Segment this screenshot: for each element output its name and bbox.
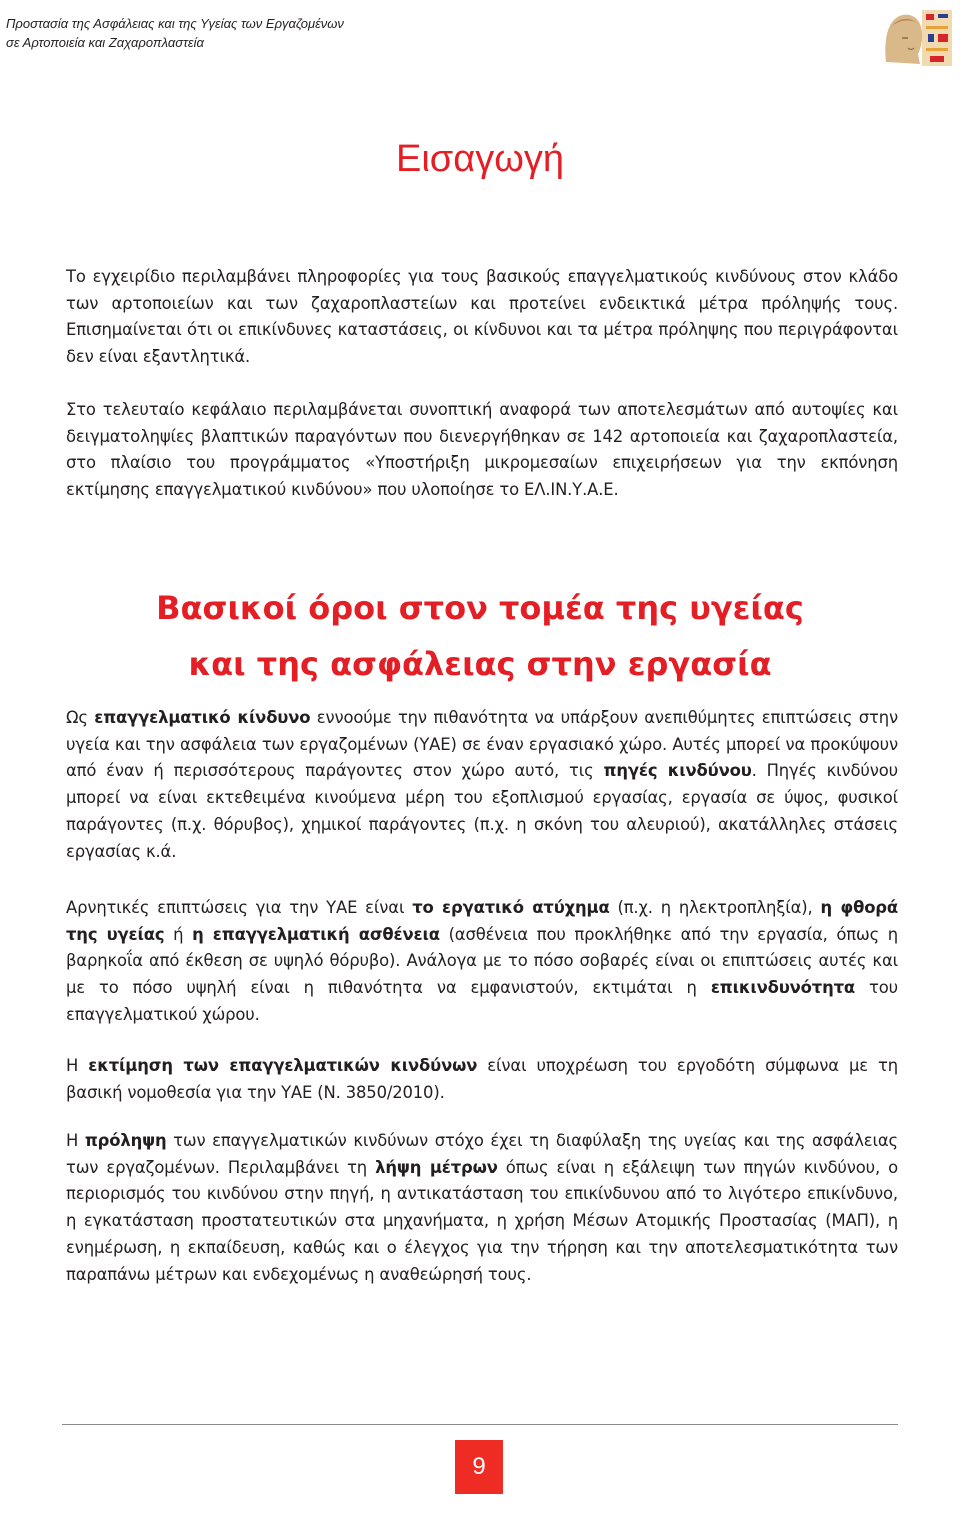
- intro-paragraph-1: Το εγχειρίδιο περιλαμβάνει πληροφορίες για τους βασικούς επαγγελματικούς κινδύνους στον κλάδο των αρτοποιείων και των ζαχαροπλαστείων και προτείνει ενδεικτικά μέτρα πρόληψής τους. Επισημαίνεται ότι οι επικίνδυνες καταστάσεις, οι κίνδυνοι και τα μέτρα πρόληψης που περιγράφονται δεν είναι εξαντλητικά.: [66, 267, 898, 367]
- text-run: Η: [66, 1131, 85, 1150]
- definition-paragraph-assessment: [66, 1053, 898, 1106]
- text-run: εννοούμε την πιθανότητα να υπάρξουν ανεπιθύμητες επιπτώσεις στην υγεία και την ασφάλεια των εργαζομένων (ΥΑΕ) σε έναν εργασιακό χώρο. Αυτές μπορεί να προκύψουν από έναν ή περισσότερους παράγοντες στον χώρο αυτό, τις: [66, 708, 898, 781]
- bold-term: το εργατικό ατύχημα: [412, 898, 610, 917]
- ancient-bust-logo-icon: [878, 4, 954, 70]
- running-header-line1: Προστασία της Ασφάλειας και της Υγείας των Εργαζομένων: [6, 16, 344, 31]
- text-run: όπως είναι η εξάλειψη των πηγών κινδύνου, ο περιορισμός του κινδύνου στην πηγή, η αντικατάσταση του επικίνδυνου από το λιγότερο επικίνδυνο, η εγκατάσταση προστατευτικών στα μηχανήματα, η χρήση Μέσων Ατομικής Προστασίας (ΜΑΠ), η ενημέρωση, η εκπαίδευση, καθώς και ο έλεγχος για την τήρηση και την αποτελεσματικότητα των παραπάνω μέτρων και ενδεχομένως η αναθεώρησή τους.: [66, 1157, 898, 1284]
- bold-term: η φθορά της υγείας: [66, 898, 898, 944]
- text-run: Η: [66, 1056, 89, 1075]
- bold-term: πρόληψη: [84, 1131, 167, 1150]
- definition-paragraph-risk: [66, 705, 898, 865]
- text-run: ή: [164, 924, 193, 944]
- bold-term: λήψη μέτρων: [375, 1157, 498, 1177]
- text-run: (π.χ. η ηλεκτροπληξία),: [609, 898, 821, 917]
- bold-term: επικινδυνότητα: [710, 978, 856, 998]
- bold-term: η επαγγελματική ασθένεια: [192, 924, 440, 944]
- section-heading-line1: Βασικοί όροι στον τομέα της υγείας: [156, 589, 804, 627]
- text-run: των επαγγελματικών κινδύνων στόχο έχει τη διαφύλαξη της υγείας και της ασφάλειας των εργαζομένων. Περιλαμβάνει τη: [66, 1131, 898, 1177]
- bold-term: εκτίμηση των επαγγελματικών κινδύνων: [88, 1056, 478, 1075]
- definition-paragraph-prevention: [66, 1128, 898, 1288]
- section-heading-line2: και της ασφάλειας στην εργασία: [188, 645, 772, 683]
- running-header: [6, 14, 344, 52]
- text-run: . Πηγές κινδύνου μπορεί να είναι εκτεθειμένα κινούμενα μέρη του εξοπλισμού εργασίας, εργασία σε ύψος, φυσικοί παράγοντες (π.χ. θόρυβος), χημικοί παράγοντες (π.χ. η σκόνη του αλευριού), ακατάλληλες στάσεις εργασίας κ.ά.: [66, 761, 898, 861]
- page-title: Εισαγωγή: [395, 138, 564, 180]
- page-number: 9: [455, 1440, 503, 1494]
- section-heading: [0, 580, 960, 692]
- intro-paragraph-2: Στο τελευταίο κεφάλαιο περιλαμβάνεται συνοπτική αναφορά των αποτελεσμάτων από αυτοψίες και δειγματοληψίες βλαπτικών παραγόντων που διενεργήθηκαν σε 142 αρτοποιεία και ζαχαροπλαστεία, στο πλαίσιο του προγράμματος «Υποστήριξη μικρομεσαίων επιχειρήσεων για την εκπόνηση εκτίμησης επαγγελματικού κινδύνου» που υλοποίησε το ΕΛ.ΙΝ.Υ.Α.Ε.: [66, 400, 898, 500]
- footer-divider: [62, 1424, 898, 1425]
- text-run: (ασθένεια που προκλήθηκε από την εργασία, όπως η βαρηκοΐα από έκθεση σε υψηλό θόρυβο). Ανάλογα με το πόσο σοβαρές είναι οι επιπτώσεις αυτές και με το πόσο υψηλή είναι η πιθανότητα να εμφανιστούν, εκτιμάται η: [66, 924, 899, 998]
- text-run: του επαγγελματικού χώρου.: [66, 978, 898, 1024]
- text-run: είναι υποχρέωση του εργοδότη σύμφωνα με τη βασική νομοθεσία για την ΥΑΕ (Ν. 3850/2010).: [66, 1056, 898, 1102]
- bold-term: επαγγελματικό κίνδυνο: [94, 708, 311, 727]
- text-run: Ως: [66, 708, 95, 727]
- running-header-line2: σε Αρτοποιεία και Ζαχαροπλαστεία: [6, 35, 204, 50]
- text-run: Αρνητικές επιπτώσεις για την ΥΑΕ είναι: [66, 898, 413, 917]
- bold-term: πηγές κινδύνου: [603, 761, 752, 781]
- definition-paragraph-effects: [66, 895, 898, 1029]
